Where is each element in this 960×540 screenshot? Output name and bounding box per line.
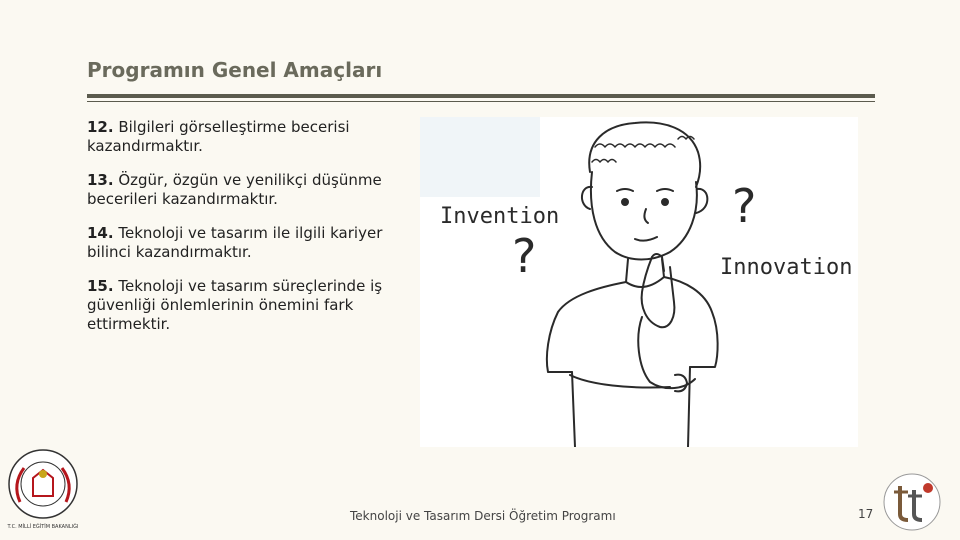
item-number: 12.: [87, 118, 114, 136]
tt-logo-icon: [876, 466, 948, 532]
item-text: Özgür, özgün ve yenilikçi düşünme becerileri kazandırmaktır.: [87, 171, 382, 208]
page-number: 17: [858, 507, 874, 521]
meb-seal-icon: [4, 440, 82, 532]
list-item: [87, 171, 417, 209]
program-logo: [876, 466, 948, 532]
item-text: Teknoloji ve tasarım süreçlerinde iş güvenliği önlemlerinin önemini fark ettirmektir.: [87, 277, 383, 333]
item-text: Teknoloji ve tasarım ile ilgili kariyer bilinci kazandırmaktır.: [87, 224, 383, 261]
list-item: [87, 118, 417, 156]
list-item: [87, 277, 417, 334]
slide-title: Programın Genel Amaçları: [87, 58, 383, 82]
item-number: 15.: [87, 277, 114, 295]
thinking-boy-illustration: [420, 117, 858, 447]
shirt: [547, 282, 626, 372]
hand: [642, 257, 675, 327]
footer-text: Teknoloji ve Tasarım Dersi Öğretim Programı: [350, 509, 616, 523]
hair: [589, 122, 700, 187]
item-number: 14.: [87, 224, 114, 242]
background-patch: [420, 117, 540, 197]
title-divider-thin: [87, 101, 875, 102]
question-mark-right: ?: [732, 179, 757, 233]
item-number: 13.: [87, 171, 114, 189]
title-divider: [87, 94, 875, 98]
invention-label: Invention: [440, 204, 560, 229]
illustration-drawing: [420, 117, 858, 447]
seal-text: T.C. MİLLİ EĞİTİM BAKANLIĞI: [7, 524, 79, 530]
list-item: [87, 224, 417, 262]
item-text: Bilgileri görselleştirme becerisi kazandırmaktır.: [87, 118, 350, 155]
innovation-label: Innovation: [720, 255, 853, 280]
meb-logo: [4, 440, 82, 532]
question-mark-left: ?: [512, 229, 537, 283]
objectives-list: [87, 118, 417, 349]
